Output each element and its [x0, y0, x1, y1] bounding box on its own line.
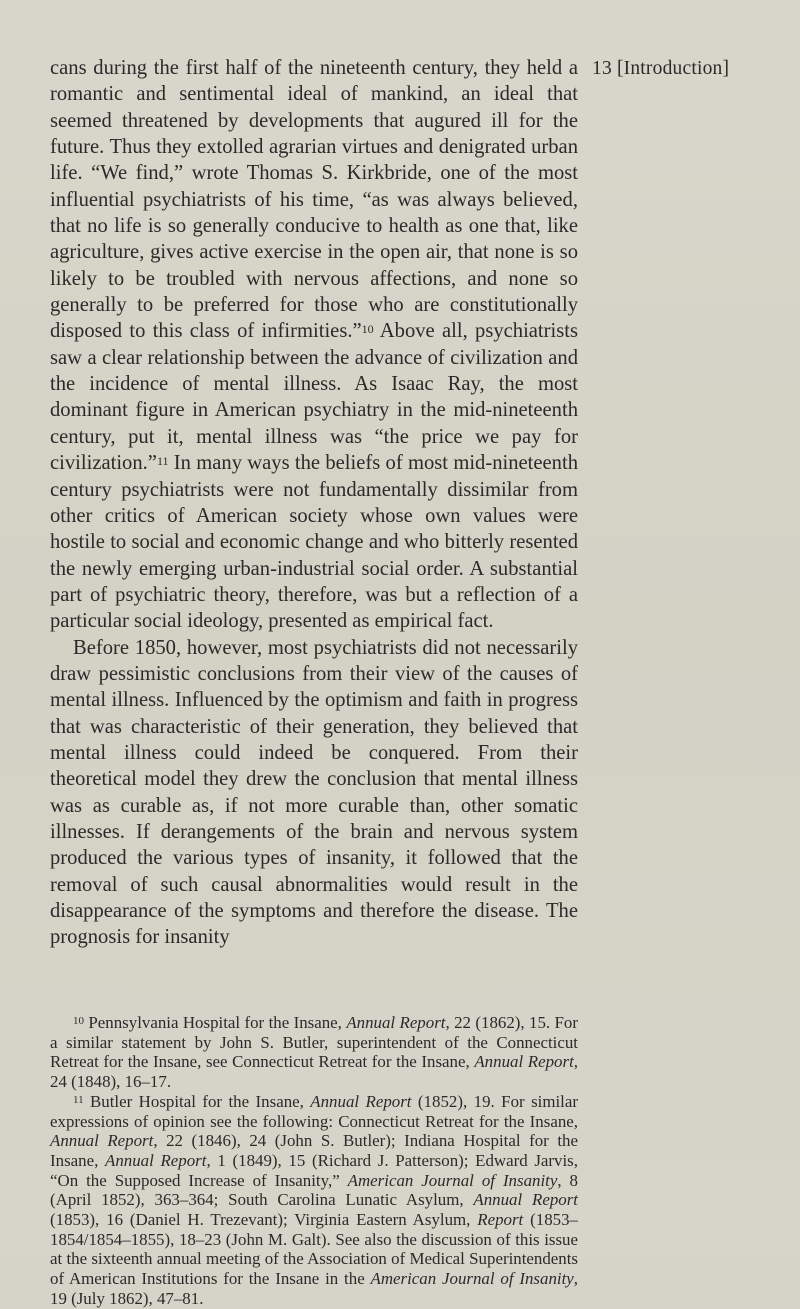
- footnote-title: American Journal of Insanity: [347, 1170, 558, 1190]
- footnote-title: Annual Report: [105, 1150, 207, 1170]
- footnote-text: , 19 (July 1862), 47–81.: [50, 1269, 579, 1308]
- footnote-mark: 11: [73, 1093, 84, 1106]
- footnote-text: Pennsylvania Hospital for the Insane,: [84, 1013, 347, 1032]
- footnote-title: Annual Report: [346, 1013, 446, 1032]
- footnote-title: Report: [477, 1210, 524, 1230]
- note-reference-10[interactable]: 10: [361, 322, 374, 337]
- paragraph-1-text-c: In many ways the beliefs of most mid-nineteenth century psychiatrists were not fundamentally dissimilar from other critics of American society whose own values were hostile to social and economic change and who bitterly resented the newly emerging urban-industrial social order. A substantial part of psychiatric theory, therefore, was but a reflection of a particular social ideology, presented as empirical fact.: [50, 452, 578, 633]
- footnote-text: , 24 (1848), 16–17.: [50, 1052, 578, 1092]
- paragraph-1-text-b: Above all, psychiatrists saw a clear relationship between the advance of civilization and the incidence of mental illness. As Isaac Ray, the most dominant figure in American psychiatry in the mid-nineteenth century, put it, mental illness was “the price we pay for civilization.”: [50, 320, 578, 475]
- footnote-10: [50, 1013, 578, 1092]
- footnote-text: , 22 (1862), 15. For a similar statement by John S. Butler, superintendent of the Connecticut Retreat for the Insane, see Connecticut Retreat for the Insane,: [50, 1013, 578, 1072]
- paragraph-2: Before 1850, however, most psychiatrists did not necessarily draw pessimistic conclusions from their view of the causes of mental illness. Influenced by the optimism and faith in progress that was characteristic of their generation, they believed that mental illness could indeed be conquered. From their theoretical model they drew the conclusion that mental illness was as curable as, if not more curable than, other somatic illnesses. If derangements of the brain and nervous system produced the various types of insanity, it followed that the removal of such causal abnormalities would result in the disappearance of the symptoms and therefore the disease. The prognosis for insanity: [50, 636, 578, 949]
- footnote-text: (1853–1854/1854–1855), 18–23 (John M. Galt). See also the discussion of this issue at the sixteenth annual meeting of the Association of Medical Superintendents of American Institutions for the Insane in the: [50, 1210, 578, 1289]
- footnotes: [50, 1013, 578, 1309]
- footnote-text: , 8 (April 1852), 363–364; South Carolina Lunatic Asylum,: [50, 1170, 578, 1210]
- footnote-text: (1852), 19. For similar expressions of opinion see the following: Connecticut Retreat for the Insane,: [50, 1091, 578, 1131]
- paragraph-1-text-a: cans during the first half of the nineteenth century, they held a romantic and sentimental ideal of mankind, an ideal that seemed threatened by developments that augured ill for the future. Thus they extolled agrarian virtues and denigrated urban life. “We find,” wrote Thomas S. Kirkbride, one of the most influential psychiatrists of his time, “as was always believed, that no life is so generally conducive to health as one that, like agriculture, gives active exercise in the open air, that none is so likely to be troubled with nervous affections, and none so generally to be preferred for those who are constitutionally disposed to this class of infirmities.”: [50, 57, 578, 343]
- footnote-text: , 1 (1849), 15 (Richard J. Patterson); Edward Jarvis, “On the Supposed Increase of Insanity,”: [50, 1150, 578, 1190]
- footnote-text: (1853), 16 (Daniel H. Trezevant); Virginia Eastern Asylum,: [50, 1210, 478, 1230]
- running-head: 13 [Introduction]: [592, 58, 730, 79]
- footnote-text: , 22 (1846), 24 (John S. Butler); Indiana Hospital for the Insane,: [50, 1131, 578, 1170]
- footnote-mark: 10: [73, 1015, 84, 1027]
- body-text: [50, 55, 578, 951]
- footnote-title: Annual Report: [310, 1091, 412, 1111]
- footnote-text: Butler Hospital for the Insane,: [83, 1091, 311, 1111]
- footnote-title: American Journal of Insanity: [370, 1269, 574, 1289]
- note-reference-11[interactable]: 11: [156, 454, 169, 469]
- footnote-11: [50, 1092, 578, 1309]
- footnote-title: Annual Report: [474, 1052, 574, 1072]
- paragraph-1: [50, 55, 578, 635]
- footnote-title: Annual Report: [473, 1190, 578, 1210]
- footnote-title: Annual Report: [50, 1131, 154, 1151]
